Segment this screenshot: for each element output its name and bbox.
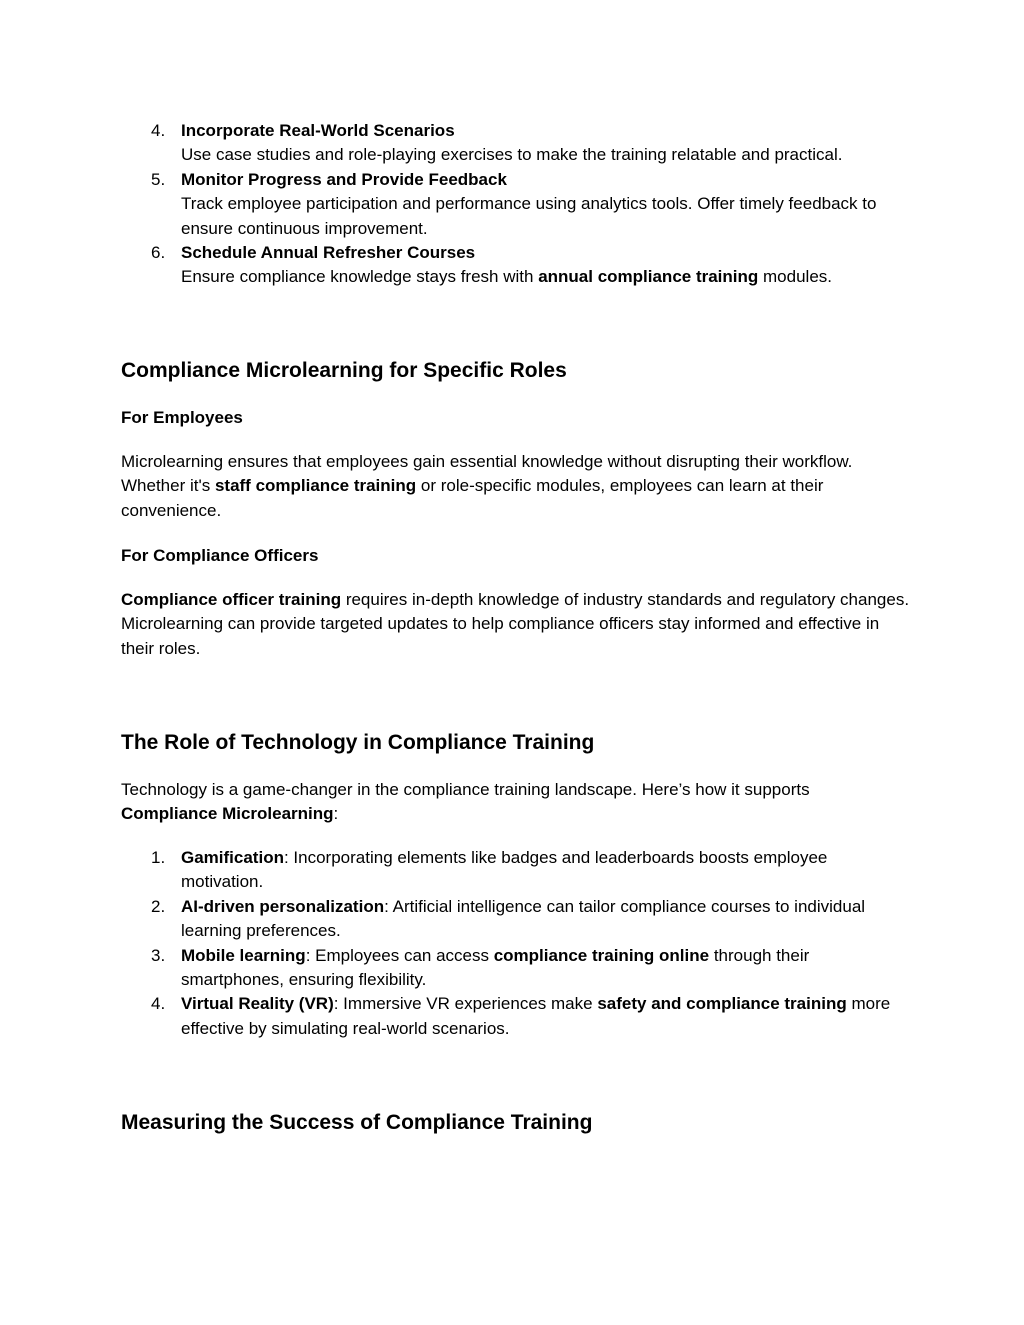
- subheading-officers: For Compliance Officers: [121, 546, 319, 565]
- list-item: [121, 944, 911, 993]
- list-number: 4.: [151, 994, 166, 1014]
- list-number: 1.: [151, 848, 166, 867]
- steps-list-continued: [121, 119, 911, 290]
- list-item: [121, 846, 911, 895]
- technology-list: [121, 846, 911, 1041]
- list-item-body: more effective by simulating real-world scenarios.: [181, 994, 891, 1038]
- list-item-title: Gamification: [181, 848, 284, 867]
- body-bold-text: safety and compliance training: [597, 994, 847, 1014]
- list-number: 6.: [151, 243, 166, 263]
- list-item-title: Mobile learning: [181, 945, 306, 965]
- body-text: Ensure compliance knowledge stays fresh with: [181, 267, 539, 287]
- list-item-title: Schedule Annual Refresher Courses: [181, 243, 476, 263]
- section-heading-measuring-success: Measuring the Success of Compliance Training: [121, 1111, 593, 1134]
- list-item: [121, 168, 911, 241]
- body-text: :: [333, 804, 339, 824]
- list-item-title: AI-driven personalization: [181, 896, 385, 916]
- paragraph-employees: [121, 450, 911, 523]
- paragraph-officers: [121, 588, 911, 661]
- list-item-title: Virtual Reality (VR): [181, 994, 334, 1014]
- body-text: modules.: [758, 267, 832, 287]
- body-text: Microlearning ensures that employees gain essential knowledge without disrupting their workflow. Whether it's: [121, 452, 853, 496]
- list-item: [121, 241, 911, 290]
- list-item: [121, 895, 911, 944]
- body-bold-text: Compliance Microlearning: [121, 804, 334, 824]
- list-item-body: : Immersive VR experiences make: [333, 994, 598, 1014]
- list-item-body: Use case studies and role-playing exercises to make the training relatable and practical.: [181, 145, 843, 165]
- list-item: [121, 119, 911, 168]
- list-item-body: Track employee participation and performance using analytics tools. Offer timely feedback to ensure continuous improvement.: [181, 194, 877, 238]
- list-number: 2.: [151, 896, 166, 916]
- section-heading-specific-roles: Compliance Microlearning for Specific Roles: [121, 359, 567, 382]
- section-heading-technology: The Role of Technology in Compliance Training: [121, 731, 595, 754]
- list-item-body: : Employees can access: [305, 945, 494, 965]
- body-bold-text: compliance training online: [493, 945, 710, 965]
- list-item-body: : Artificial intelligence can tailor compliance courses to individual learning preferences.: [181, 896, 866, 941]
- list-number: 5.: [151, 169, 166, 189]
- body-bold-text: annual compliance training: [538, 267, 759, 287]
- body-bold-text: Compliance officer training: [121, 590, 342, 609]
- list-number: 4.: [151, 121, 166, 140]
- list-item-body: : Incorporating elements like badges and leaderboards boosts employee motivation.: [181, 848, 828, 892]
- body-text: Technology is a game-changer in the compliance training landscape. Here’s how it supports: [121, 780, 810, 799]
- list-item-body: through their smartphones, ensuring flexibility.: [181, 945, 810, 990]
- list-number: 3.: [151, 945, 166, 965]
- list-item: [121, 992, 911, 1041]
- list-item-title: Incorporate Real-World Scenarios: [181, 121, 455, 140]
- body-bold-text: staff compliance training: [214, 476, 417, 496]
- paragraph-technology-intro: [121, 778, 911, 827]
- subheading-employees: For Employees: [121, 408, 243, 427]
- body-text: or role-specific modules, employees can learn at their convenience.: [121, 476, 824, 520]
- body-text: requires in-depth knowledge of industry standards and regulatory changes. Microlearning can provide targeted updates to help compliance officers stay informed and effective in their roles.: [121, 590, 910, 658]
- list-item-title: Monitor Progress and Provide Feedback: [181, 169, 507, 189]
- list-item-body: [181, 265, 911, 289]
